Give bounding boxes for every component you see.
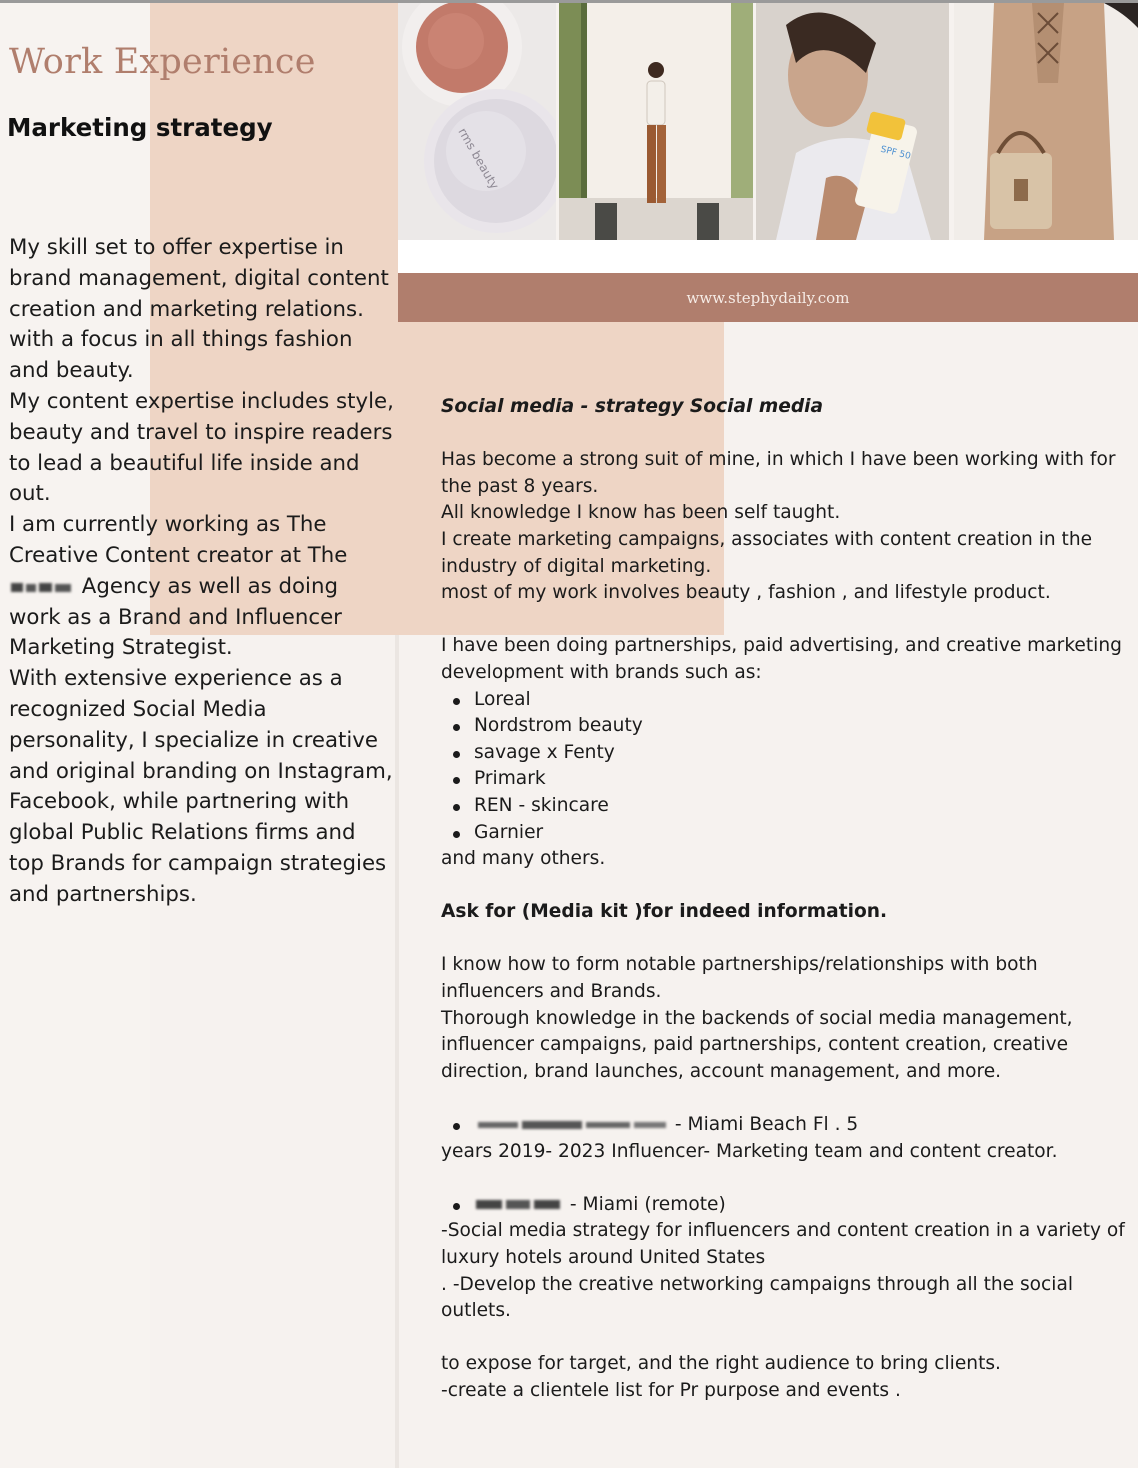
street-style-photo bbox=[559, 3, 753, 240]
section-heading: Social media - strategy Social media bbox=[441, 396, 824, 417]
brand-list bbox=[441, 687, 1135, 847]
banner-spacer bbox=[398, 240, 1138, 273]
intro-paragraph: With extensive experience as a recognized Social Media personality, I specialize in creative and original branding on Instagram, Facebook, while partnering with global Public Relations firms and top Brands for campaign strategies and partnerships. bbox=[9, 666, 393, 907]
intro-paragraph bbox=[9, 510, 394, 664]
text-line: and many others. bbox=[441, 848, 606, 870]
website-url[interactable]: www.stephydaily.com bbox=[686, 288, 850, 307]
text-line: All knowledge I know has been self taught. bbox=[441, 502, 841, 524]
text-line: I create marketing campaigns, associates with content creation in the industry of digital marketing. bbox=[441, 528, 1093, 577]
job-entry-1 bbox=[441, 1112, 1135, 1139]
job-details: years 2019- 2023 Influencer- Marketing team and content creator. bbox=[441, 1140, 1058, 1162]
redacted-agency-name bbox=[9, 579, 75, 595]
text-line: I have been doing partnerships, paid advertising, and creative marketing development with brands such as: bbox=[441, 635, 1122, 683]
intro-text-block bbox=[9, 233, 394, 911]
photo-banner bbox=[398, 3, 1138, 240]
media-kit-note: Ask for (Media kit )for indeed information. bbox=[441, 901, 888, 923]
handbag-outfit-photo bbox=[954, 3, 1138, 240]
text-line: I know how to form notable partnerships/relationships with both influencers and Brands. bbox=[441, 954, 1038, 1003]
sunscreen-photo bbox=[756, 3, 949, 240]
intro-text: I am currently working as The Creative Content creator at The bbox=[9, 512, 348, 568]
job-location: - Miami Beach Fl . 5 bbox=[669, 1114, 859, 1136]
intro-text: Agency as well as doing work as a Brand and Influencer Marketing Strategist. bbox=[9, 573, 342, 661]
svg-text:rms beauty: rms beauty bbox=[455, 125, 502, 192]
job-details: . -Develop the creative networking campaigns through all the social outlets. bbox=[441, 1273, 1074, 1322]
section-subtitle: Marketing strategy bbox=[7, 113, 273, 142]
text-line: most of my work involves beauty , fashion , and lifestyle product. bbox=[441, 582, 1051, 604]
text-line: Thorough knowledge in the backends of social media management, influencer campaigns, paid partnerships, content creation, creative direction, brand launches, account management, and more. bbox=[441, 1007, 1073, 1082]
intro-paragraph: My content expertise includes style, beauty and travel to inspire readers to lead a beautiful life inside and out. bbox=[9, 388, 394, 507]
text-line: -create a clientele list for Pr purpose and events . bbox=[441, 1379, 901, 1401]
svg-text:SPF 50: SPF 50 bbox=[879, 144, 912, 162]
text-line: Has become a strong suit of mine, in which I have been working with for the past 8 years. bbox=[441, 449, 1116, 497]
text-line: to expose for target, and the right audience to bring clients. bbox=[441, 1353, 1001, 1375]
brand-list-item: Garnier bbox=[441, 820, 1135, 847]
redacted-company-name bbox=[474, 1118, 669, 1132]
intro-paragraph: My skill set to offer expertise in brand management, digital content creation and marketing relations. with a focus in all things fashion and beauty. bbox=[9, 235, 389, 384]
redacted-company-name bbox=[474, 1197, 564, 1211]
blush-compact-photo bbox=[398, 3, 556, 240]
job-entry-2 bbox=[441, 1192, 1135, 1219]
job-details: -Social media strategy for influencers and content creation in a variety of luxury hotels around United States bbox=[441, 1220, 1125, 1268]
column-divider bbox=[395, 635, 399, 1468]
brand-list-item: Loreal bbox=[441, 687, 1135, 714]
experience-text-block bbox=[441, 394, 1135, 1405]
brand-list-item: REN - skincare bbox=[441, 793, 1135, 820]
brand-list-item: Primark bbox=[441, 766, 1135, 793]
brand-list-item: savage x Fenty bbox=[441, 740, 1135, 767]
brand-list-item: Nordstrom beauty bbox=[441, 713, 1135, 740]
job-location: - Miami (remote) bbox=[564, 1193, 726, 1215]
page-title: Work Experience bbox=[9, 42, 316, 82]
website-url-bar[interactable] bbox=[398, 273, 1138, 322]
